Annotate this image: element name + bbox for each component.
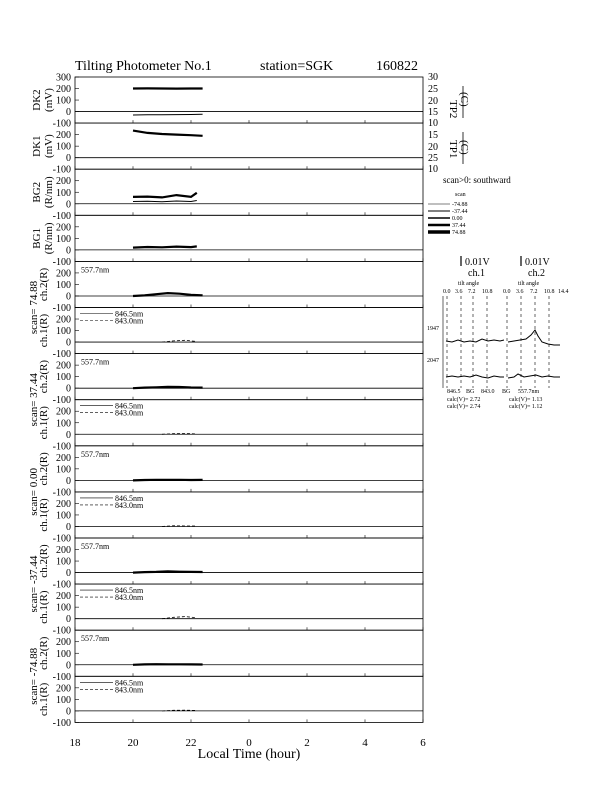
y-tick-label: -100 [52, 256, 71, 268]
y-tick-label: 100 [56, 648, 71, 660]
panel-bg2 [31, 169, 423, 222]
y-tick-label: 100 [56, 279, 71, 291]
y-tick-label: -100 [52, 395, 71, 407]
legend-entry: -74.88 [452, 202, 468, 208]
right-tick: 10 [428, 164, 438, 175]
scan-label: scan= 37.44 [28, 373, 40, 427]
y-tick-label: 0 [66, 706, 71, 718]
panel-frame [75, 261, 423, 307]
inset-calc: calc(V)= 2.74 [447, 404, 481, 410]
legend-entry: 0.00 [452, 216, 463, 222]
y-tick-label: 200 [56, 637, 71, 649]
x-tick-label: 0 [246, 737, 252, 749]
inset-bot: BG [466, 389, 475, 395]
x-tick-label: 20 [127, 737, 139, 749]
panel-frame [75, 169, 423, 215]
y-tick-label: 200 [56, 591, 71, 603]
legend-label-dashed: 843.0nm [115, 500, 144, 510]
tilt-inset [427, 256, 569, 410]
y-tick-label: -100 [52, 671, 71, 683]
y-axis-label: BG1 [31, 227, 43, 249]
panel-dk2 [31, 73, 423, 130]
series-line [133, 480, 203, 481]
panel-s3c2 [28, 446, 423, 516]
y-tick-label: 200 [56, 360, 71, 372]
y-axis-label: ch.1(R) [38, 682, 50, 716]
scan-legend [428, 175, 511, 236]
inset-ch2-scale: 0.01V [525, 257, 550, 268]
right-tick: 30 [428, 72, 438, 83]
legend-title: scan>0: southward [443, 175, 511, 185]
y-tick-label: 200 [56, 683, 71, 695]
wavelength-label: 557.7nm [81, 542, 110, 551]
inset-trace-1947-ch2 [508, 330, 560, 345]
series-line [133, 246, 197, 247]
tp2-label: TP2 [447, 100, 459, 119]
panel-s2c2 [28, 354, 423, 430]
panel-s2c1 [38, 400, 423, 453]
y-tick-label: 0 [66, 614, 71, 626]
inset-bot: 843.0 [481, 389, 495, 395]
y-axis-label: ch.2(R) [38, 267, 50, 302]
x-tick-label: 4 [362, 737, 368, 749]
y-axis-unit: (mV) [43, 88, 55, 112]
panel-s5c1 [38, 676, 423, 729]
scan-label: scan= 74.88 [28, 280, 40, 335]
station-label: station=SGK [260, 59, 334, 74]
y-tick-label: 0 [66, 291, 71, 303]
x-axis-label: Local Time (hour) [197, 747, 301, 762]
y-axis-label: BG2 [31, 181, 43, 203]
right-tick: 25 [428, 153, 438, 164]
tp1-unit: (C) [458, 140, 470, 155]
y-axis-unit: (R/nm) [43, 222, 55, 255]
y-axis-label: ch.1(R) [38, 498, 50, 532]
y-tick-label: -100 [52, 164, 71, 176]
series-line [133, 193, 197, 198]
inset-trace-1947-ch1 [446, 339, 504, 342]
right-tick: 20 [428, 142, 438, 153]
inset-ch1-label: ch.1 [468, 268, 485, 279]
scan-label: scan= -37.44 [28, 555, 40, 613]
right-tick: 10 [428, 118, 438, 129]
wavelength-label: 557.7nm [81, 449, 110, 459]
panel-frame [75, 123, 423, 169]
y-tick-label: 100 [56, 187, 71, 199]
series-line [133, 114, 203, 115]
y-axis-label: ch.1(R) [38, 590, 50, 624]
y-tick-label: -100 [52, 487, 71, 499]
y-tick-label: 200 [56, 176, 71, 188]
x-tick-label: 22 [185, 737, 197, 749]
right-tick: 25 [428, 84, 438, 95]
legend-label-solid: 846.5nm [115, 493, 144, 503]
y-tick-label: 200 [56, 314, 71, 326]
y-tick-label: 100 [56, 372, 71, 384]
y-tick-label: 200 [56, 268, 71, 280]
y-tick-label: -100 [52, 349, 71, 361]
y-tick-label: 0 [66, 568, 71, 580]
panel-bg1 [31, 215, 423, 268]
tp2-unit: (C) [458, 92, 470, 107]
inset-tilt1: tilt angle [458, 281, 480, 287]
legend-entry: 37.44 [452, 223, 466, 229]
panel-s1c1 [38, 308, 423, 361]
inset-angle: 7.2 [530, 289, 538, 295]
y-axis-label: ch.2(R) [38, 360, 50, 394]
panel-s1c2 [28, 261, 423, 334]
y-tick-label: -100 [52, 717, 71, 729]
inset-angle: 0.0 [503, 289, 511, 295]
chart-title: Tilting Photometer No.1 [75, 59, 212, 74]
panel-frame [75, 77, 423, 123]
y-tick-label: 100 [56, 602, 71, 614]
legend-label-dashed: 843.0nm [115, 685, 144, 695]
y-tick-label: 100 [56, 233, 71, 245]
y-tick-label: 0 [66, 383, 71, 395]
date-label: 160822 [376, 59, 418, 74]
panel-frame [75, 630, 423, 676]
panel-s4c1 [38, 584, 423, 637]
inset-angle: 0.0 [443, 289, 451, 295]
tp1-label: TP1 [447, 140, 459, 159]
y-tick-label: 200 [56, 406, 71, 418]
y-axis-label: ch.2(R) [38, 452, 50, 486]
panel-frame [75, 538, 423, 584]
y-tick-label: 0 [66, 660, 71, 672]
y-tick-label: 200 [56, 130, 71, 142]
panel-s3c1 [38, 492, 423, 545]
y-tick-label: 100 [56, 510, 71, 522]
y-tick-label: -100 [52, 210, 71, 222]
y-tick-label: 0 [66, 153, 71, 165]
y-tick-label: 0 [66, 521, 71, 533]
wavelength-label: 557.7nm [81, 357, 110, 367]
legend-label-dashed: 843.0nm [115, 593, 144, 603]
inset-bot: BG [502, 389, 511, 395]
inset-calc: calc(V)= 1.12 [509, 404, 543, 410]
inset-row1: 1947 [427, 326, 439, 332]
y-tick-label: -100 [52, 625, 71, 637]
panel-s5c2 [28, 630, 423, 705]
x-tick-label: 2 [304, 737, 310, 749]
series-line [133, 664, 203, 665]
y-tick-label: 100 [56, 418, 71, 430]
legend-label-solid: 846.5nm [115, 401, 144, 411]
y-tick-label: 200 [56, 452, 71, 464]
y-tick-label: -100 [52, 303, 71, 314]
y-axis-label: ch.1(R) [38, 406, 50, 440]
legend-label-solid: 846.5nm [115, 586, 144, 596]
y-tick-label: 100 [56, 95, 71, 107]
inset-angle: 14.4 [558, 289, 569, 295]
legend-label-solid: 846.5nm [115, 309, 144, 319]
panel-frame [75, 215, 423, 261]
y-tick-label: -100 [52, 579, 71, 591]
right-tick: 20 [428, 96, 438, 107]
y-tick-label: 100 [56, 326, 71, 338]
legend-label-dashed: 843.0nm [115, 316, 144, 326]
x-tick-label: 6 [420, 737, 426, 749]
legend-entry: 74.88 [452, 230, 466, 236]
y-tick-label: -100 [52, 441, 71, 453]
y-axis-label: DK1 [31, 135, 43, 157]
y-tick-label: 100 [56, 141, 71, 153]
inset-bot: 846.5 [447, 389, 461, 395]
series-line [133, 131, 203, 136]
x-tick-label: 18 [69, 737, 81, 749]
y-tick-label: 100 [56, 694, 71, 706]
y-tick-label: 0 [66, 337, 71, 349]
y-tick-label: 0 [66, 199, 71, 211]
right-temp-axis [428, 72, 470, 175]
y-tick-label: 0 [66, 107, 71, 119]
y-tick-label: 100 [56, 556, 71, 568]
legend-entry: -37.44 [452, 209, 468, 215]
inset-trace-2047-ch2 [508, 374, 560, 378]
y-tick-label: -100 [52, 118, 71, 130]
series-line [133, 201, 197, 202]
inset-bot: 557.7nm [518, 389, 540, 395]
panel-dk1 [31, 123, 423, 176]
legend-label-solid: 846.5nm [115, 678, 144, 688]
y-axis-label: ch.1(R) [38, 313, 50, 348]
y-axis-unit: (mV) [43, 134, 55, 159]
y-tick-label: 200 [56, 545, 71, 557]
y-tick-label: 200 [56, 84, 71, 96]
inset-trace-2047-ch1 [446, 375, 504, 378]
y-axis-label: DK2 [31, 89, 43, 111]
inset-row2: 2047 [427, 358, 439, 364]
y-tick-label: 0 [66, 475, 71, 487]
panel-s4c2 [28, 538, 423, 613]
inset-calc: calc(V)= 1.13 [509, 397, 543, 403]
y-axis-unit: (R/nm) [43, 176, 55, 209]
y-tick-label: 200 [56, 222, 71, 234]
panel-frame [75, 354, 423, 400]
scan-label: scan= -74.88 [28, 647, 40, 705]
inset-tilt2: tilt angle [518, 281, 540, 287]
inset-ch1-scale: 0.01V [465, 257, 490, 268]
legend-header: scan [455, 192, 466, 198]
inset-angle: 7.2 [468, 289, 476, 295]
y-tick-label: 300 [56, 72, 71, 84]
right-tick: 15 [428, 130, 438, 141]
inset-angle: 10.8 [544, 289, 555, 295]
right-tick: 15 [428, 107, 438, 118]
panel-stack [28, 73, 423, 729]
inset-calc: calc(V)= 2.72 [447, 397, 481, 403]
wavelength-label: 557.7nm [81, 634, 110, 644]
scan-label: scan= 0.00 [28, 468, 40, 516]
y-tick-label: 100 [56, 464, 71, 476]
y-axis-label: ch.2(R) [38, 544, 50, 578]
y-tick-label: 0 [66, 429, 71, 441]
wavelength-label: 557.7nm [81, 265, 110, 275]
inset-angle: 10.8 [482, 289, 493, 295]
y-tick-label: 200 [56, 498, 71, 510]
y-axis-label: ch.2(R) [38, 636, 50, 670]
y-tick-label: -100 [52, 533, 71, 545]
y-tick-label: 0 [66, 245, 71, 257]
series-line [133, 571, 203, 572]
inset-angle: 3.6 [516, 289, 524, 295]
x-axis [70, 737, 427, 762]
inset-angle: 3.6 [455, 289, 463, 295]
panel-frame [75, 446, 423, 492]
legend-label-dashed: 843.0nm [115, 408, 144, 418]
inset-ch2-label: ch.2 [528, 268, 545, 279]
series-line [133, 293, 203, 296]
